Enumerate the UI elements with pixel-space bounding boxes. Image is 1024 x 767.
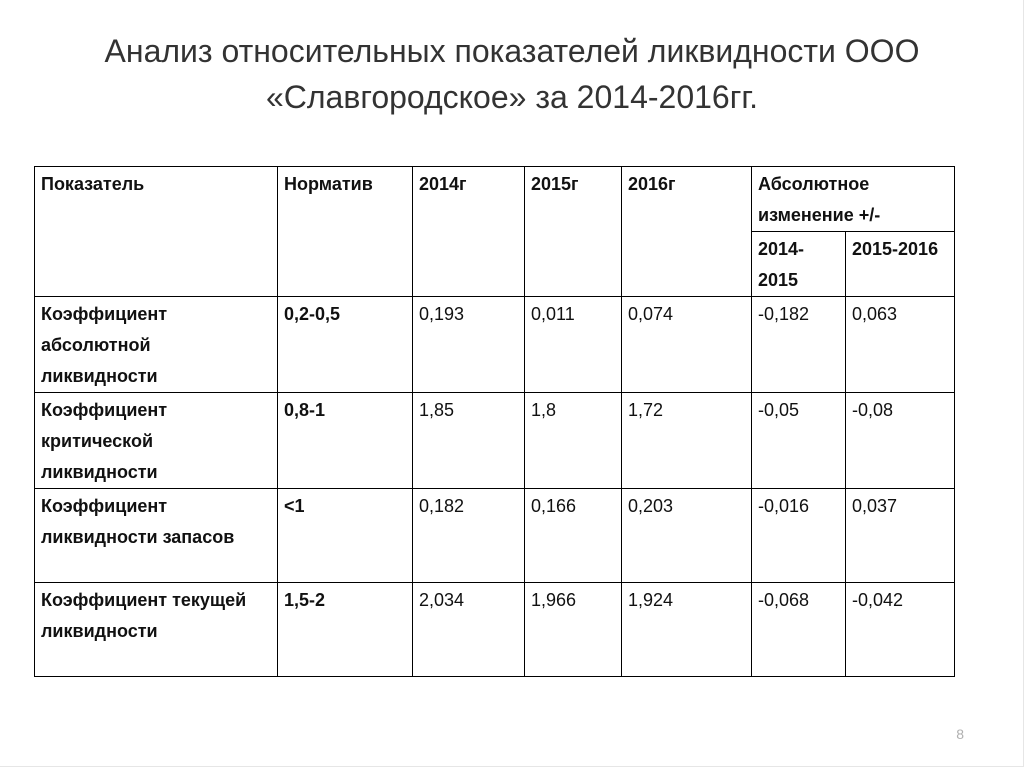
header-2014: 2014г xyxy=(413,167,525,297)
row-change-2014-2015: -0,016 xyxy=(752,489,846,583)
header-absolute-change: Абсолютное изменение +/- xyxy=(752,167,955,232)
row-indicator: Коэффициент ликвидности запасов xyxy=(35,489,278,583)
row-change-2014-2015: -0,182 xyxy=(752,297,846,393)
row-change-2015-2016: -0,042 xyxy=(846,583,955,677)
table-row xyxy=(35,297,955,393)
row-norm: 1,5-2 xyxy=(278,583,413,677)
row-value-2016: 1,72 xyxy=(622,393,752,489)
table-row xyxy=(35,489,955,583)
page-number: 8 xyxy=(956,726,964,742)
row-indicator: Коэффициент абсолютной ликвидности xyxy=(35,297,278,393)
header-change-2015-2016: 2015-2016 xyxy=(846,232,955,297)
header-change-2014-2015: 2014-2015 xyxy=(752,232,846,297)
row-indicator: Коэффициент текущей ликвидности xyxy=(35,583,278,677)
table-header-row xyxy=(35,167,955,232)
row-indicator: Коэффициент критической ликвидности xyxy=(35,393,278,489)
header-2015: 2015г xyxy=(525,167,622,297)
table-row xyxy=(35,393,955,489)
table-row xyxy=(35,583,955,677)
header-norm: Норматив xyxy=(278,167,413,297)
row-value-2015: 1,8 xyxy=(525,393,622,489)
row-value-2016: 1,924 xyxy=(622,583,752,677)
header-indicator: Показатель xyxy=(35,167,278,297)
row-value-2014: 0,193 xyxy=(413,297,525,393)
slide-title-line-1: Анализ относительных показателей ликвидности ООО xyxy=(104,33,920,69)
row-value-2014: 2,034 xyxy=(413,583,525,677)
row-change-2014-2015: -0,05 xyxy=(752,393,846,489)
row-norm: <1 xyxy=(278,489,413,583)
row-change-2015-2016: 0,037 xyxy=(846,489,955,583)
row-value-2016: 0,203 xyxy=(622,489,752,583)
row-norm: 0,8-1 xyxy=(278,393,413,489)
row-change-2014-2015: -0,068 xyxy=(752,583,846,677)
header-2016: 2016г xyxy=(622,167,752,297)
liquidity-table xyxy=(34,166,955,677)
slide-title-line-2: «Славгородское» за 2014-2016гг. xyxy=(265,79,759,115)
row-value-2014: 0,182 xyxy=(413,489,525,583)
slide-title xyxy=(60,28,964,120)
row-value-2015: 1,966 xyxy=(525,583,622,677)
row-change-2015-2016: -0,08 xyxy=(846,393,955,489)
row-change-2015-2016: 0,063 xyxy=(846,297,955,393)
row-value-2015: 0,166 xyxy=(525,489,622,583)
row-value-2014: 1,85 xyxy=(413,393,525,489)
row-norm: 0,2-0,5 xyxy=(278,297,413,393)
row-value-2016: 0,074 xyxy=(622,297,752,393)
row-value-2015: 0,011 xyxy=(525,297,622,393)
